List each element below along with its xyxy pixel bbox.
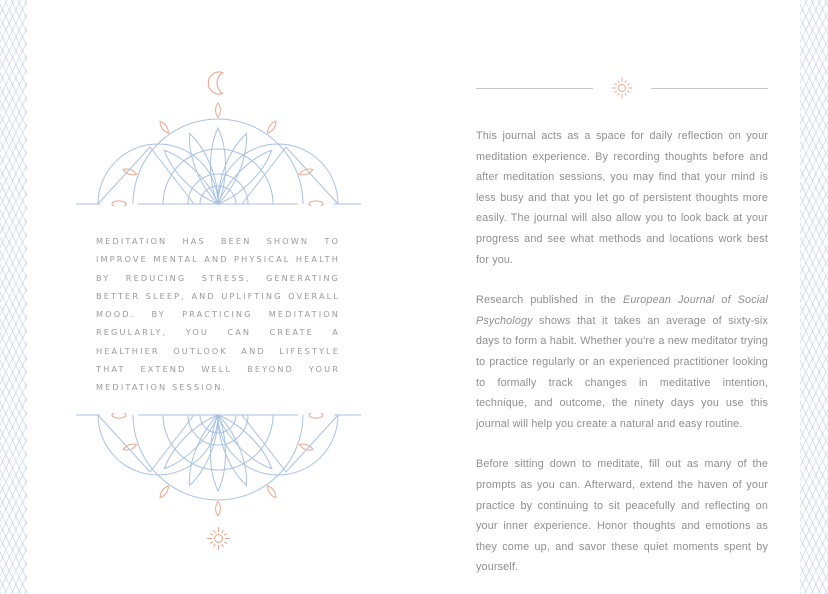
left-page — [75, 0, 361, 552]
divider-rule — [476, 88, 593, 89]
paragraph-1: This journal acts as a space for daily reflection on your meditation experience. By recording thoughts before and after meditation sessions, you may find that your mind is less busy and that you let go of persistent thoughts more easily. The journal will also allow you to look back at your progress and see what methods and locations work best for you. — [476, 130, 768, 266]
sun-icon — [205, 525, 232, 552]
right-page — [476, 0, 768, 594]
paragraph-2-text: Research published in the — [476, 294, 624, 307]
journal-title-italic: European Journal of Social Psychology — [476, 294, 769, 327]
right-cover-edge-pattern — [800, 0, 828, 594]
paragraph-2 — [476, 290, 768, 434]
right-page-body — [476, 126, 768, 594]
left-page-body-text: MEDITATION HAS BEEN SHOWN TO IMPROVE MENTAL AND PHYSICAL HEALTH BY REDUCING STRESS, GENERATING BETTER SLEEP, AND UPLIFTING OVERALL MOOD. BY PRACTICING MEDITATION REGULARLY, YOU CAN CREATE A HEALTHIER OUTLOOK AND LIFESTYLE THAT EXTEND WELL BEYOND YOUR MEDITATION SESSION. — [96, 236, 340, 393]
lotus-mandala-mirrored — [76, 413, 361, 518]
paragraph-2-text: shows that it takes an average of sixty-six days to form a habit. Whether you're a new meditator trying to practice regularly or an experienced practitioner looking to formally track changes in meditative intention, technique, and outcome, the ninety days you use this journal will help you create a natural and easy routine. — [476, 314, 768, 430]
divider-rule — [651, 88, 768, 89]
top-divider — [476, 76, 768, 100]
left-cover-edge-pattern — [0, 0, 27, 594]
lotus-mandala — [76, 101, 361, 206]
sun-icon — [610, 76, 634, 100]
paragraph-3: Before sitting down to meditate, fill out as many of the prompts as you can. Afterward, extend the haven of your practice by continuing to sit peacefully and reflecting on your inner experience. Honor thoughts and emotions as they come up, and savor these quiet moments spent by yourself. — [476, 458, 768, 574]
crescent-moon-icon — [206, 70, 230, 96]
